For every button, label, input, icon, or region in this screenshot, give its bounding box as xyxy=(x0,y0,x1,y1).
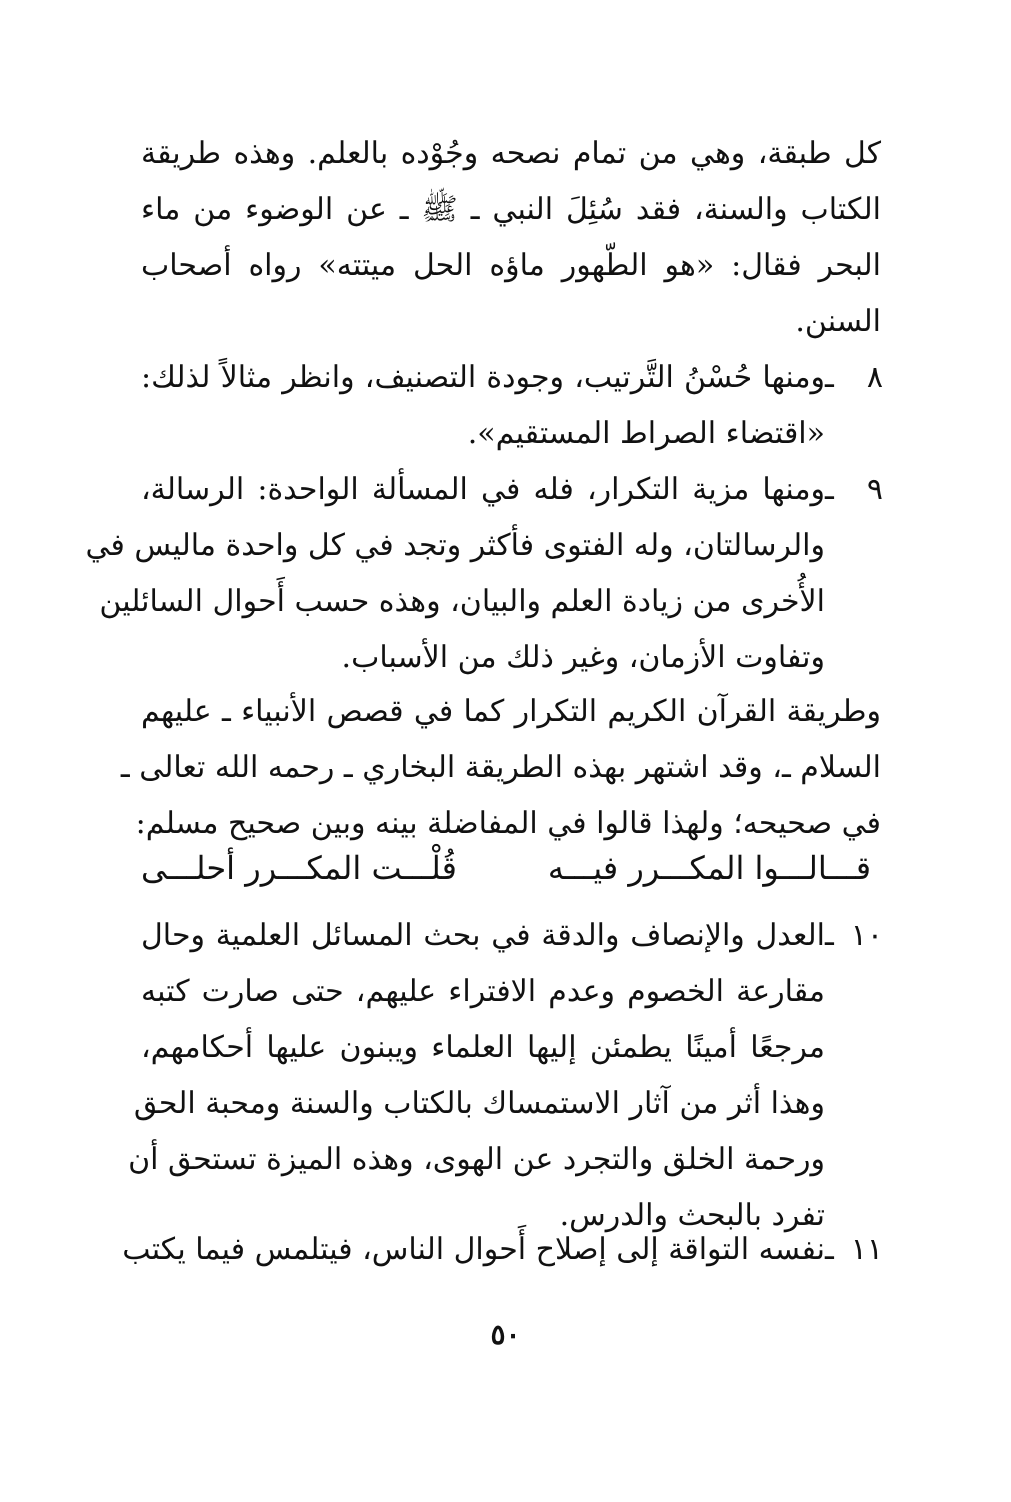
verse-first-hemistich: قـــالـــوا المكـــرر فيـــه xyxy=(547,849,871,887)
text-line: البحر فقال: «هو الطّهور ماؤه الحل ميتته» رواه أصحاب xyxy=(141,248,881,283)
page-number: ٥٠ xyxy=(490,1318,521,1351)
text-line: مرجعًا أمينًا يطمئن إليها العلماء ويبنون عليها أحكامهم، xyxy=(141,1030,825,1065)
text-line-content: ومنها مزية التكرار، فله في المسألة الواحدة: الرسالة، xyxy=(141,472,825,507)
item-number: ٩ ـ xyxy=(825,472,883,507)
repetition-paragraph xyxy=(120,684,881,852)
text-line: الأُخرى من زيادة العلم والبيان، وهذه حسب أَحوال السائلين xyxy=(99,584,825,619)
text-line: وطريقة القرآن الكريم التكرار كما في قصص الأنبياء ـ عليهم xyxy=(141,694,881,729)
text-line: تفرد بالبحث والدرس. xyxy=(559,1198,825,1233)
text-line-content: نفسه التواقة إلى إصلاح أَحوال الناس، فيتلمس فيما يكتب xyxy=(122,1232,825,1267)
text-line-content: ومنها حُسْنُ التَّرتيب، وجودة التصنيف، وانظر مثالاً لذلك: xyxy=(141,360,825,395)
list-item-8 xyxy=(141,350,883,462)
text-line xyxy=(141,462,883,518)
item-number: ١١ ـ xyxy=(825,1232,883,1267)
item-number: ١٠ ـ xyxy=(825,918,883,953)
item-number: ٨ ـ xyxy=(825,360,883,395)
text-line: وهذا أثر من آثار الاستمساك بالكتاب والسنة ومحبة الحق xyxy=(133,1086,825,1121)
text-line: مقارعة الخصوم وعدم الافتراء عليهم، حتى صارت كتبه xyxy=(141,974,825,1009)
intro-paragraph xyxy=(141,126,881,350)
text-line: والرسالتان، وله الفتوى فأكثر وتجد في كل واحدة ماليس في xyxy=(85,528,825,563)
list-item-10 xyxy=(128,908,883,1244)
text-line: في صحيحه؛ ولهذا قالوا في المفاضلة بينه وبين صحيح مسلم: xyxy=(135,806,881,841)
text-line xyxy=(122,1222,883,1278)
verse-second-hemistich: قُلْـــت المكـــرر أحلـــى xyxy=(141,849,457,887)
text-line xyxy=(141,350,883,406)
text-line: ورحمة الخلق والتجرد عن الهوى، وهذه الميزة تستحق أن xyxy=(128,1142,825,1177)
list-item-11 xyxy=(122,1222,883,1278)
text-line-content: العدل والإنصاف والدقة في بحث المسائل العلمية وحال xyxy=(141,918,825,953)
poem-verse xyxy=(141,840,871,896)
text-line: كل طبقة، وهي من تمام نصحه وجُوْده بالعلم. وهذه طريقة xyxy=(141,136,881,171)
text-line: الكتاب والسنة، فقد سُئِلَ النبي ـ ﷺ ـ عن الوضوء من ماء xyxy=(141,192,881,227)
text-line xyxy=(141,908,883,964)
list-item-9 xyxy=(85,462,883,686)
text-line: وتفاوت الأزمان، وغير ذلك من الأسباب. xyxy=(341,640,825,675)
text-line: «اقتضاء الصراط المستقيم». xyxy=(467,416,825,451)
text-line: السلام ـ، وقد اشتهر بهذه الطريقة البخاري ـ رحمه الله تعالى ـ xyxy=(120,750,881,785)
text-line: السنن. xyxy=(795,304,881,339)
